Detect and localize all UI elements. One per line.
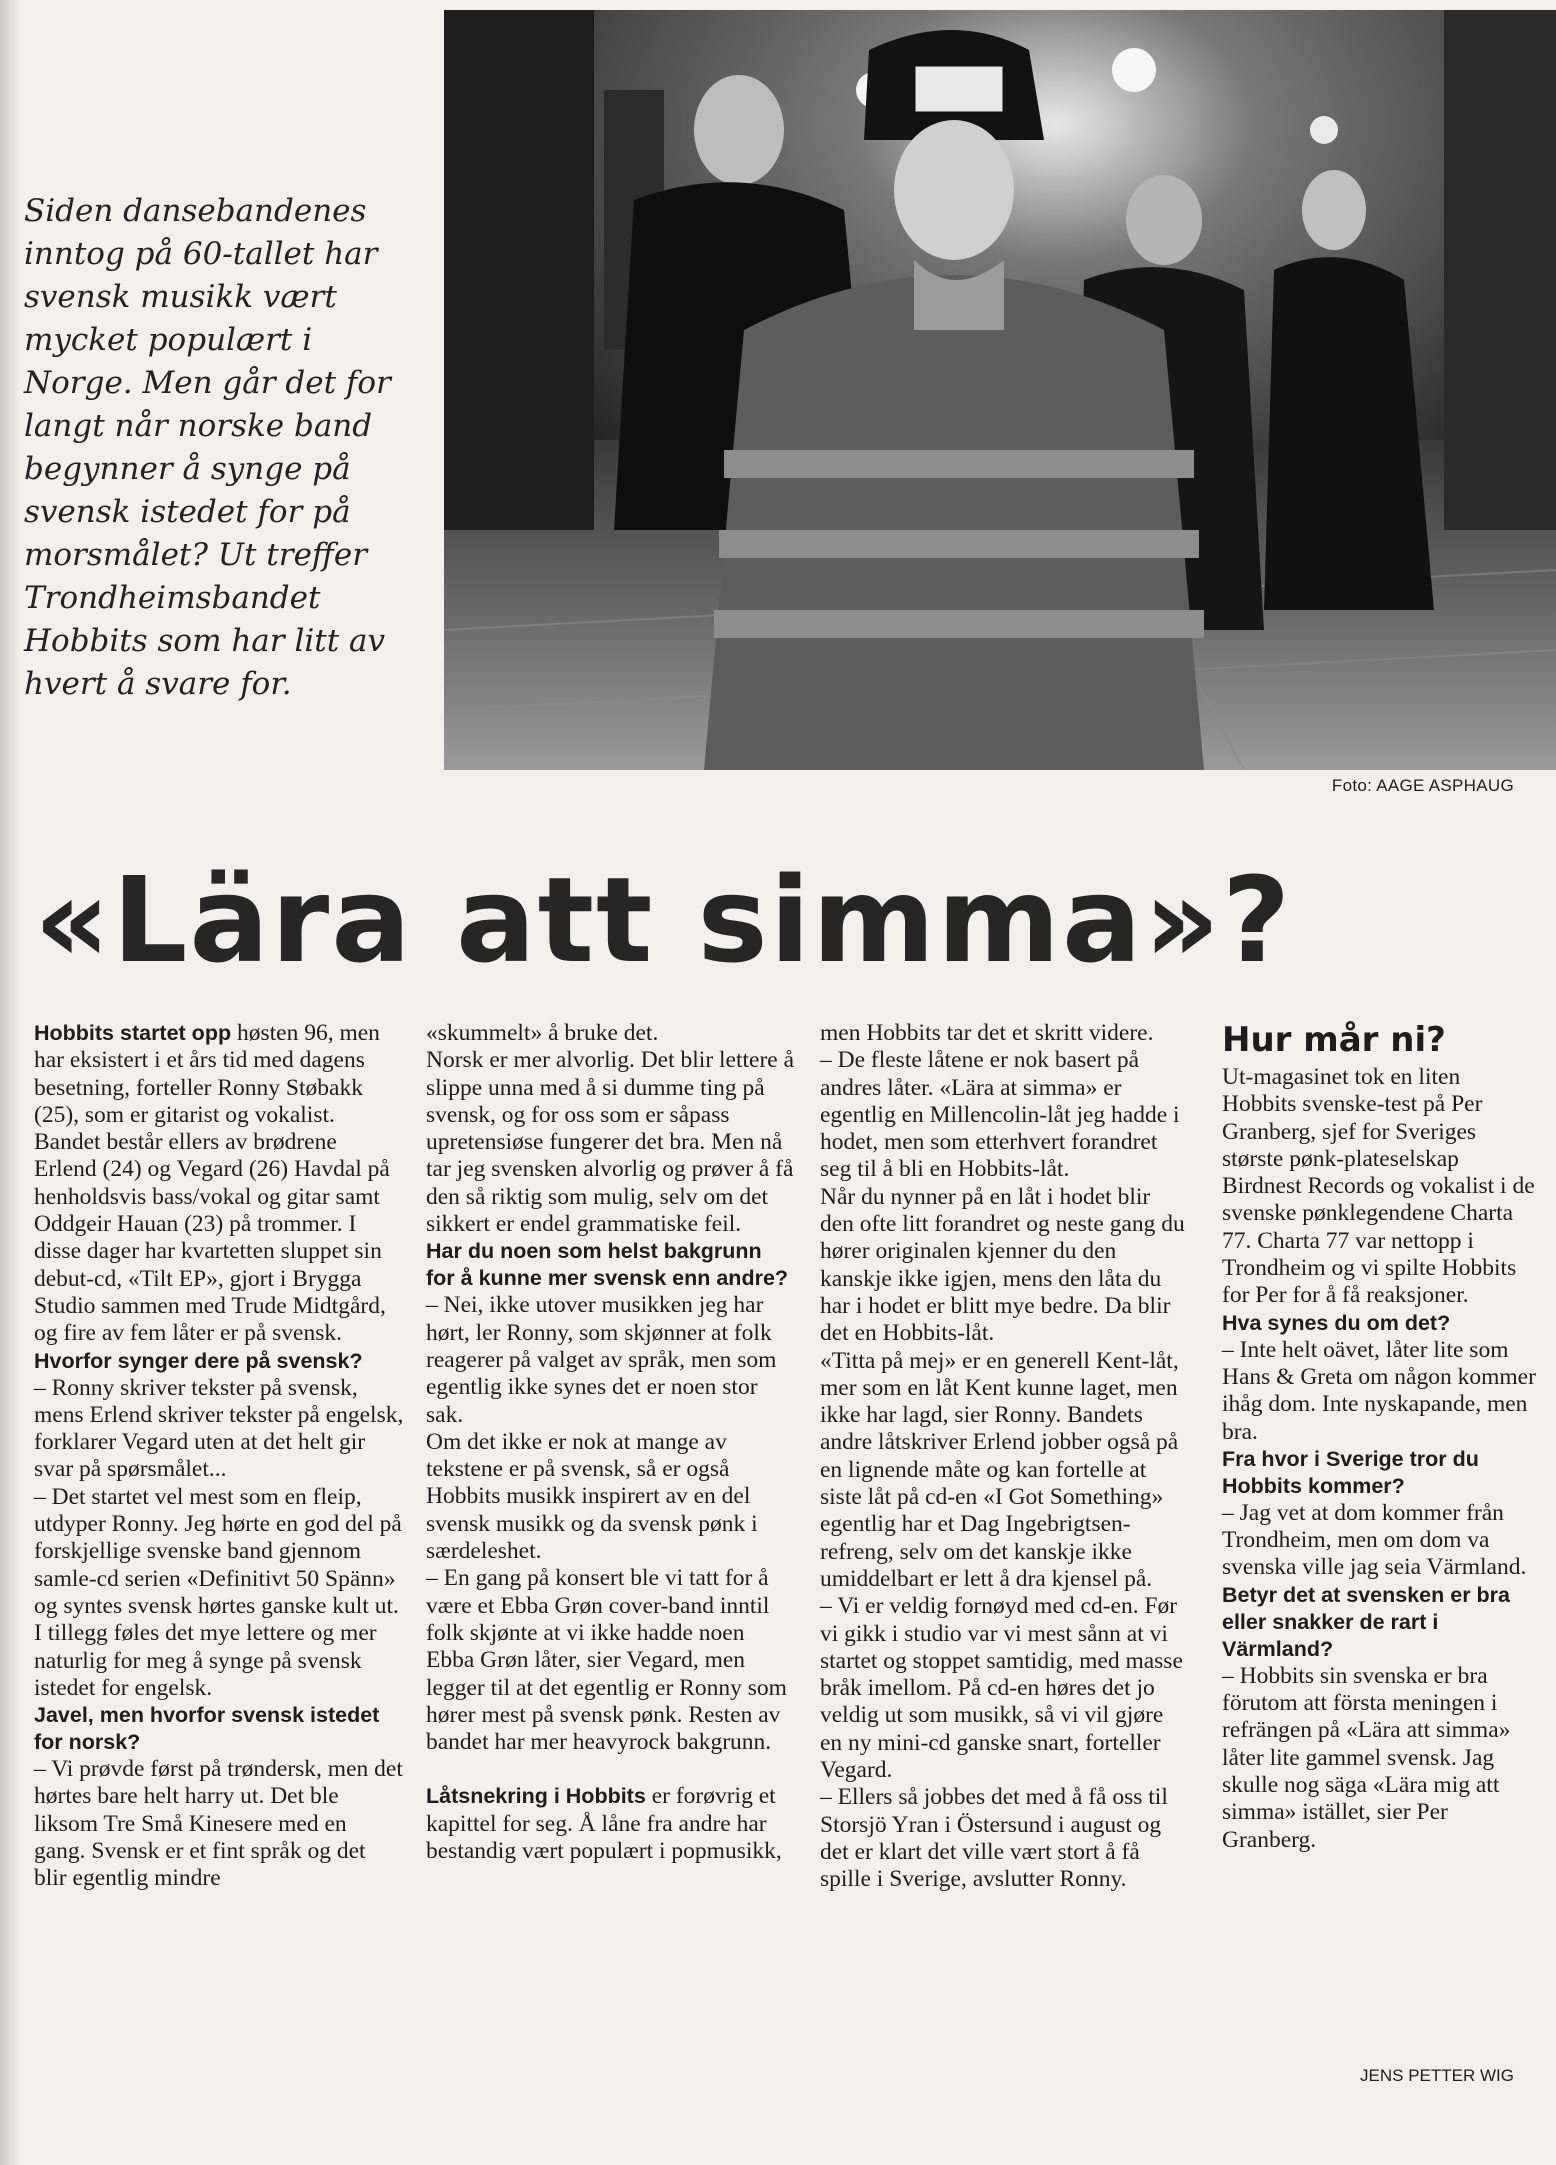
body-paragraph: – En gang på konsert ble vi tatt for å være et Ebba Grøn cover-band inntil folk skjønte at vi ikke hadde noen Ebba Grøn låter, sier Vegard, men legger til at det egentlig er Ronny som hører mest på svensk pønk. Resten av bandet har mer heavyrock bakgrunn. — [426, 1565, 787, 1756]
paragraph-gap — [426, 1756, 796, 1783]
lead-in-text: høsten 96, men har eksistert i et års tid med dagens besetning, forteller Ronny Støbakk (25), som er gitarist og vokalist. Bandet består ellers av brødrene Erlend (24) og Vegard (26) Havdal på henholdsvis bass/vokal og gitar samt Oddgeir Hauan (23) på trommer. I disse dager har kvartetten sluppet sin debut-cd, «Tilt EP», gjort i Brygga Studio sammen med Trude Midtgård, og fire av fem låter er på svensk. — [34, 1020, 390, 1347]
sidebar-title: Hur mår ni? — [1222, 1020, 1446, 1060]
headline: «Lära att simma»? — [34, 851, 1293, 989]
body-paragraph: – De fleste låtene er nok basert på andres låter. «Lära at simma» er egentlig en Millencolin-låt jeg hadde i hodet, men som etterhvert forandret seg til å bli en Hobbits-låt. — [820, 1047, 1180, 1183]
interview-question: Fra hvor i Sverige tror du Hobbits kommer? — [1222, 1446, 1479, 1498]
lead-in-bold: Hobbits startet opp — [34, 1021, 232, 1045]
sidebar-column — [1222, 1020, 1537, 1854]
interview-question: Javel, men hvorfor svensk istedet for norsk? — [34, 1703, 380, 1755]
article-column-1 — [34, 1020, 404, 1893]
byline: JENS PETTER WIG — [1360, 2066, 1514, 2085]
body-paragraph: – Vi er veldig fornøyd med cd-en. Før vi gikk i studio var vi mest sånn at vi startet og stoppet samtidig, med masse bråk imellom. På cd-en høres det jo veldig ut som musikk, så vi vil gjøre en ny mini-cd ganske snart, forteller Vegard. — [820, 1593, 1183, 1784]
body-paragraph: «Titta på mej» er en generell Kent-låt, mer som en låt Kent kunne laget, men ikke har lagd, sier Ronny. Bandets andre låtskriver Erlend jobber også på en lignende måte og kan fortelle at siste låt på cd-en «I Got Something» egentlig har et Dag Ingebrigtsen-refreng, selv om det kanskje ikke umiddelbart er lett å dra kjensel på. — [820, 1347, 1179, 1592]
photo-credit: Foto: AAGE ASPHAUG — [1331, 776, 1514, 795]
article-column-3 — [820, 1020, 1185, 1894]
band-photo-illustration — [444, 10, 1556, 770]
band-photo — [444, 10, 1556, 770]
interview-question: Har du noen som helst bakgrunn for å kunne mer svensk enn andre? — [426, 1239, 789, 1291]
lead-in-bold: Låtsnekring i Hobbits — [426, 1784, 646, 1809]
body-paragraph: «skummelt» å bruke det. — [426, 1020, 659, 1046]
body-paragraph: – Ronny skriver tekster på svensk, mens Erlend skriver tekster på engelsk, forklarer Vegard uten at det helt gir svar på spørsmålet... — [34, 1374, 404, 1483]
body-paragraph: men Hobbits tar det et skritt videre. — [820, 1020, 1154, 1046]
body-paragraph: – Vi prøvde først på trøndersk, men det hørtes bare helt harry ut. Det ble liksom Tre Små Kinesere med en gang. Svensk er et fint språk og det blir egentlig mindre — [34, 1756, 403, 1892]
body-paragraph: – Hobbits sin svenska er bra förutom att första meningen i refrängen på «Lära att simma» låter lite gammel svensk. Jag skulle nog säga «Lära mig att simma» istället, sier Per Granberg. — [1222, 1662, 1511, 1853]
body-paragraph: – Ellers så jobbes det med å få oss til Storsjö Yran i Östersund i august og det er klart det ville vært stort å få spille i Sverige, avslutter Ronny. — [820, 1784, 1168, 1893]
interview-question: Betyr det at svensken er bra eller snakker de rart i Värmland? — [1222, 1582, 1510, 1661]
intro-text: Siden dansebandenes inntog på 60-tallet har svensk musikk vært mycket populært i Norge. Men går det for langt når norske band begynner å synge på svensk istedet for på morsmålet? Ut treffer Trondheimsbandet Hobbits som har litt av hvert å svare for. — [24, 193, 391, 702]
body-paragraph: Når du nynner på en låt i hodet blir den ofte litt forandret og neste gang du hører originalen kjenner du den kanskje ikke igjen, mens den låta du har i hodet er blitt mye bedre. Da blir det en Hobbits-låt. — [820, 1183, 1185, 1347]
section-lead-paragraph — [426, 1783, 796, 1865]
body-paragraph: – Inte helt oävet, låter lite som Hans & Greta om någon kommer ihåg dom. Inte nyskapande, men bra. — [1222, 1336, 1536, 1445]
interview-question: Hvorfor synger dere på svensk? — [34, 1348, 363, 1373]
body-paragraph: – Nei, ikke utover musikken jeg har hørt, ler Ronny, som skjønner at folk reagerer på valget av språk, men som egentlig ikke synes det er noen stor sak. — [426, 1292, 777, 1428]
body-paragraph: – Det startet vel mest som en fleip, utdyper Ronny. Jeg hørte en god del på forskjellige svenske band gjennom samle-cd serien «Definitivt 50 Spänn» og syntes svensk hørtes ganske kult ut. I tillegg føles det mye lettere og mer naturlig for meg å synge på svensk istedet for engelsk. — [34, 1483, 402, 1701]
section-lead-paragraph — [34, 1020, 404, 1348]
article-column-2 — [426, 1020, 796, 1865]
body-paragraph: Ut-magasinet tok en liten Hobbits svenske-test på Per Granberg, sjef for Sveriges største pønk-plateselskap Birdnest Records og vokalist i de svenske pønklegendene Charta 77. Charta 77 var nettopp i Trondheim og vi spilte Hobbits for Per for å få reaksjoner. — [1222, 1064, 1535, 1309]
page-edge — [0, 0, 20, 2165]
body-paragraph: Om det ikke er nok at mange av tekstene er på svensk, så er også Hobbits musikk inspirert av en del svensk musikk og da svensk pønk i særdeleshet. — [426, 1428, 758, 1565]
interview-question: Hva synes du om det? — [1222, 1310, 1451, 1335]
lead-in-text: er forøvrig et kapittel for seg. Å låne fra andre har bestandig vært populært i popmusikk, — [426, 1783, 782, 1865]
body-paragraph: – Jag vet at dom kommer från Trondheim, men om dom va svenska ville jag seia Värmland. — [1222, 1499, 1527, 1581]
body-paragraph: Norsk er mer alvorlig. Det blir lettere å slippe unna med å si dumme ting på svensk, og for oss som er såpass upretensiøse fungerer det bra. Men nå tar jeg svensken alvorlig og prøver å få den så riktig som mulig, selv om det sikkert er endel grammatiske feil. — [426, 1047, 795, 1238]
